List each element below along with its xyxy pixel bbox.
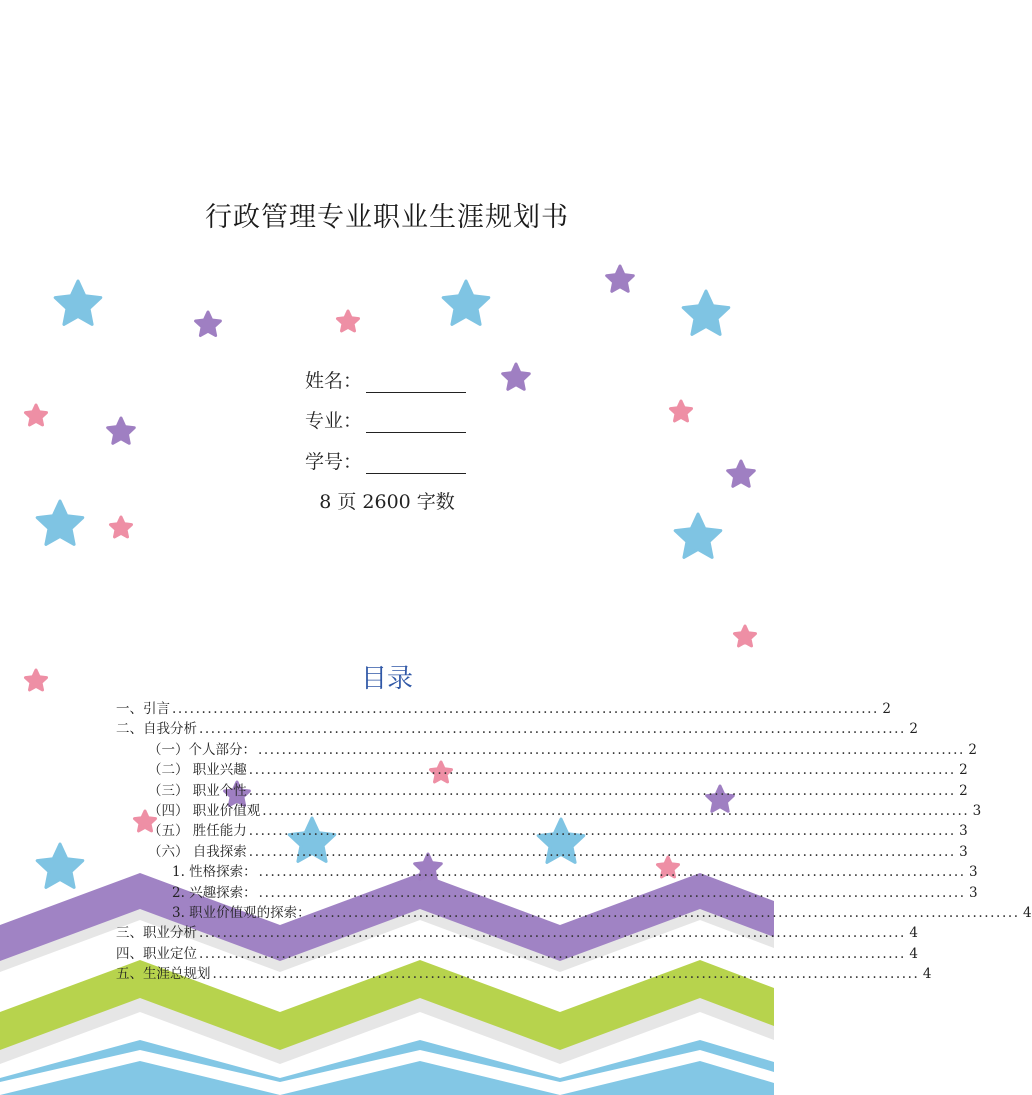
toc-entry-page: 4 — [922, 966, 932, 983]
toc-entry[interactable] — [116, 840, 968, 860]
toc-leader-dots: ........................................................................................................................ — [199, 925, 906, 942]
name-label: 姓名： — [305, 370, 363, 392]
toc-leader-dots: ........................................................................................................................ — [248, 762, 956, 779]
star-icon — [55, 281, 101, 324]
star-icon — [111, 517, 132, 537]
toc-entry[interactable] — [116, 779, 968, 799]
toc-entry[interactable] — [116, 881, 978, 901]
toc-leader-dots: ........................................................................................................................ — [258, 741, 965, 758]
toc-entry-page: 2 — [909, 721, 918, 738]
toc-entry-page: 3 — [969, 884, 978, 901]
toc-entry[interactable] — [116, 942, 918, 962]
star-icon — [503, 364, 530, 389]
toc-entry-page: 2 — [968, 741, 977, 758]
star-icon — [443, 281, 489, 324]
toc-entry-page: 4 — [909, 945, 918, 962]
toc-entry-label: （二） 职业兴趣 — [148, 762, 247, 779]
toc-entry-label: 3. 职业价值观的探索： — [172, 904, 311, 921]
toc-entry-page: 3 — [959, 823, 968, 840]
toc-leader-dots: ........................................................................................................................ — [199, 721, 906, 738]
toc-entry[interactable] — [116, 697, 891, 717]
toc-entry[interactable] — [116, 799, 982, 819]
toc-entry[interactable] — [116, 738, 977, 758]
name-field — [305, 366, 475, 393]
toc-entry-label: 四、职业定位 — [116, 945, 197, 962]
toc-entry-label: （四） 职业价值观 — [148, 802, 261, 819]
toc-entry-label: 1. 性格探索： — [172, 864, 257, 881]
toc-entry[interactable] — [116, 758, 968, 779]
major-blank-line — [366, 412, 466, 433]
star-icon — [735, 626, 756, 646]
toc-entry[interactable] — [116, 901, 1032, 921]
major-field — [305, 406, 475, 433]
student-id-blank-line — [366, 453, 466, 474]
major-label: 专业： — [305, 410, 363, 432]
star-icon — [607, 266, 634, 291]
toc-entry[interactable] — [116, 921, 918, 942]
toc-entry-page: 3 — [972, 802, 982, 819]
star-icon — [338, 311, 359, 331]
star-icon — [671, 401, 692, 421]
toc-entry-page: 4 — [1023, 904, 1032, 921]
toc-entry-label: （一）个人部分： — [148, 741, 256, 758]
page-word-count: 8 页 2600 字数 — [319, 491, 455, 513]
star-icon — [37, 844, 83, 887]
toc-entry-page: 3 — [969, 864, 978, 881]
toc-leader-dots: ........................................................................................................................ — [199, 945, 906, 962]
toc-entry[interactable] — [116, 962, 932, 983]
toc-leader-dots: ........................................................................................................................ — [312, 904, 1020, 921]
toc-entry-label: （三） 职业个性 — [148, 782, 247, 799]
toc-entry-page: 2 — [959, 782, 968, 799]
toc-leader-dots: ........................................................................................................................ — [262, 802, 970, 819]
toc-leader-dots: ........................................................................................................................ — [248, 823, 956, 840]
toc-leader-dots: ........................................................................................................................ — [172, 701, 879, 717]
toc-heading: 目录 — [360, 664, 413, 694]
star-icon — [728, 461, 755, 486]
toc-entry-label: （六） 自我探索 — [148, 843, 247, 860]
toc-leader-dots: ........................................................................................................................ — [248, 782, 956, 799]
toc-entry-label: 2. 兴趣探索： — [172, 884, 257, 901]
student-id-field — [305, 447, 475, 474]
toc-entry[interactable] — [116, 860, 978, 881]
toc-entry[interactable] — [116, 717, 918, 738]
toc-leader-dots: ........................................................................................................................ — [258, 884, 966, 901]
toc-entry-label: （五） 胜任能力 — [148, 823, 247, 840]
toc-entry-label: 一、引言 — [116, 701, 170, 717]
toc-entry-page: 4 — [909, 925, 918, 942]
student-id-label: 学号： — [305, 451, 363, 473]
toc-entry-label: 五、生涯总规划 — [116, 966, 211, 983]
star-icon — [196, 312, 221, 336]
toc-leader-dots: ........................................................................................................................ — [248, 843, 956, 860]
toc-leader-dots: ........................................................................................................................ — [258, 864, 966, 881]
star-icon — [108, 418, 135, 443]
toc-entry-label: 二、自我分析 — [116, 721, 197, 738]
toc-entry-page: 2 — [959, 762, 968, 779]
table-of-contents — [116, 697, 1032, 983]
toc-entry-label: 三、职业分析 — [116, 925, 197, 942]
document-title: 行政管理专业职业生涯规划书 — [205, 202, 569, 233]
star-icon — [26, 405, 47, 425]
toc-entry-page: 2 — [882, 701, 891, 717]
star-icon — [675, 514, 721, 557]
toc-leader-dots: ........................................................................................................................ — [212, 966, 920, 983]
toc-entry-page: 3 — [959, 843, 968, 860]
name-blank-line — [366, 372, 466, 393]
toc-entry[interactable] — [116, 819, 968, 840]
star-icon — [683, 291, 729, 334]
